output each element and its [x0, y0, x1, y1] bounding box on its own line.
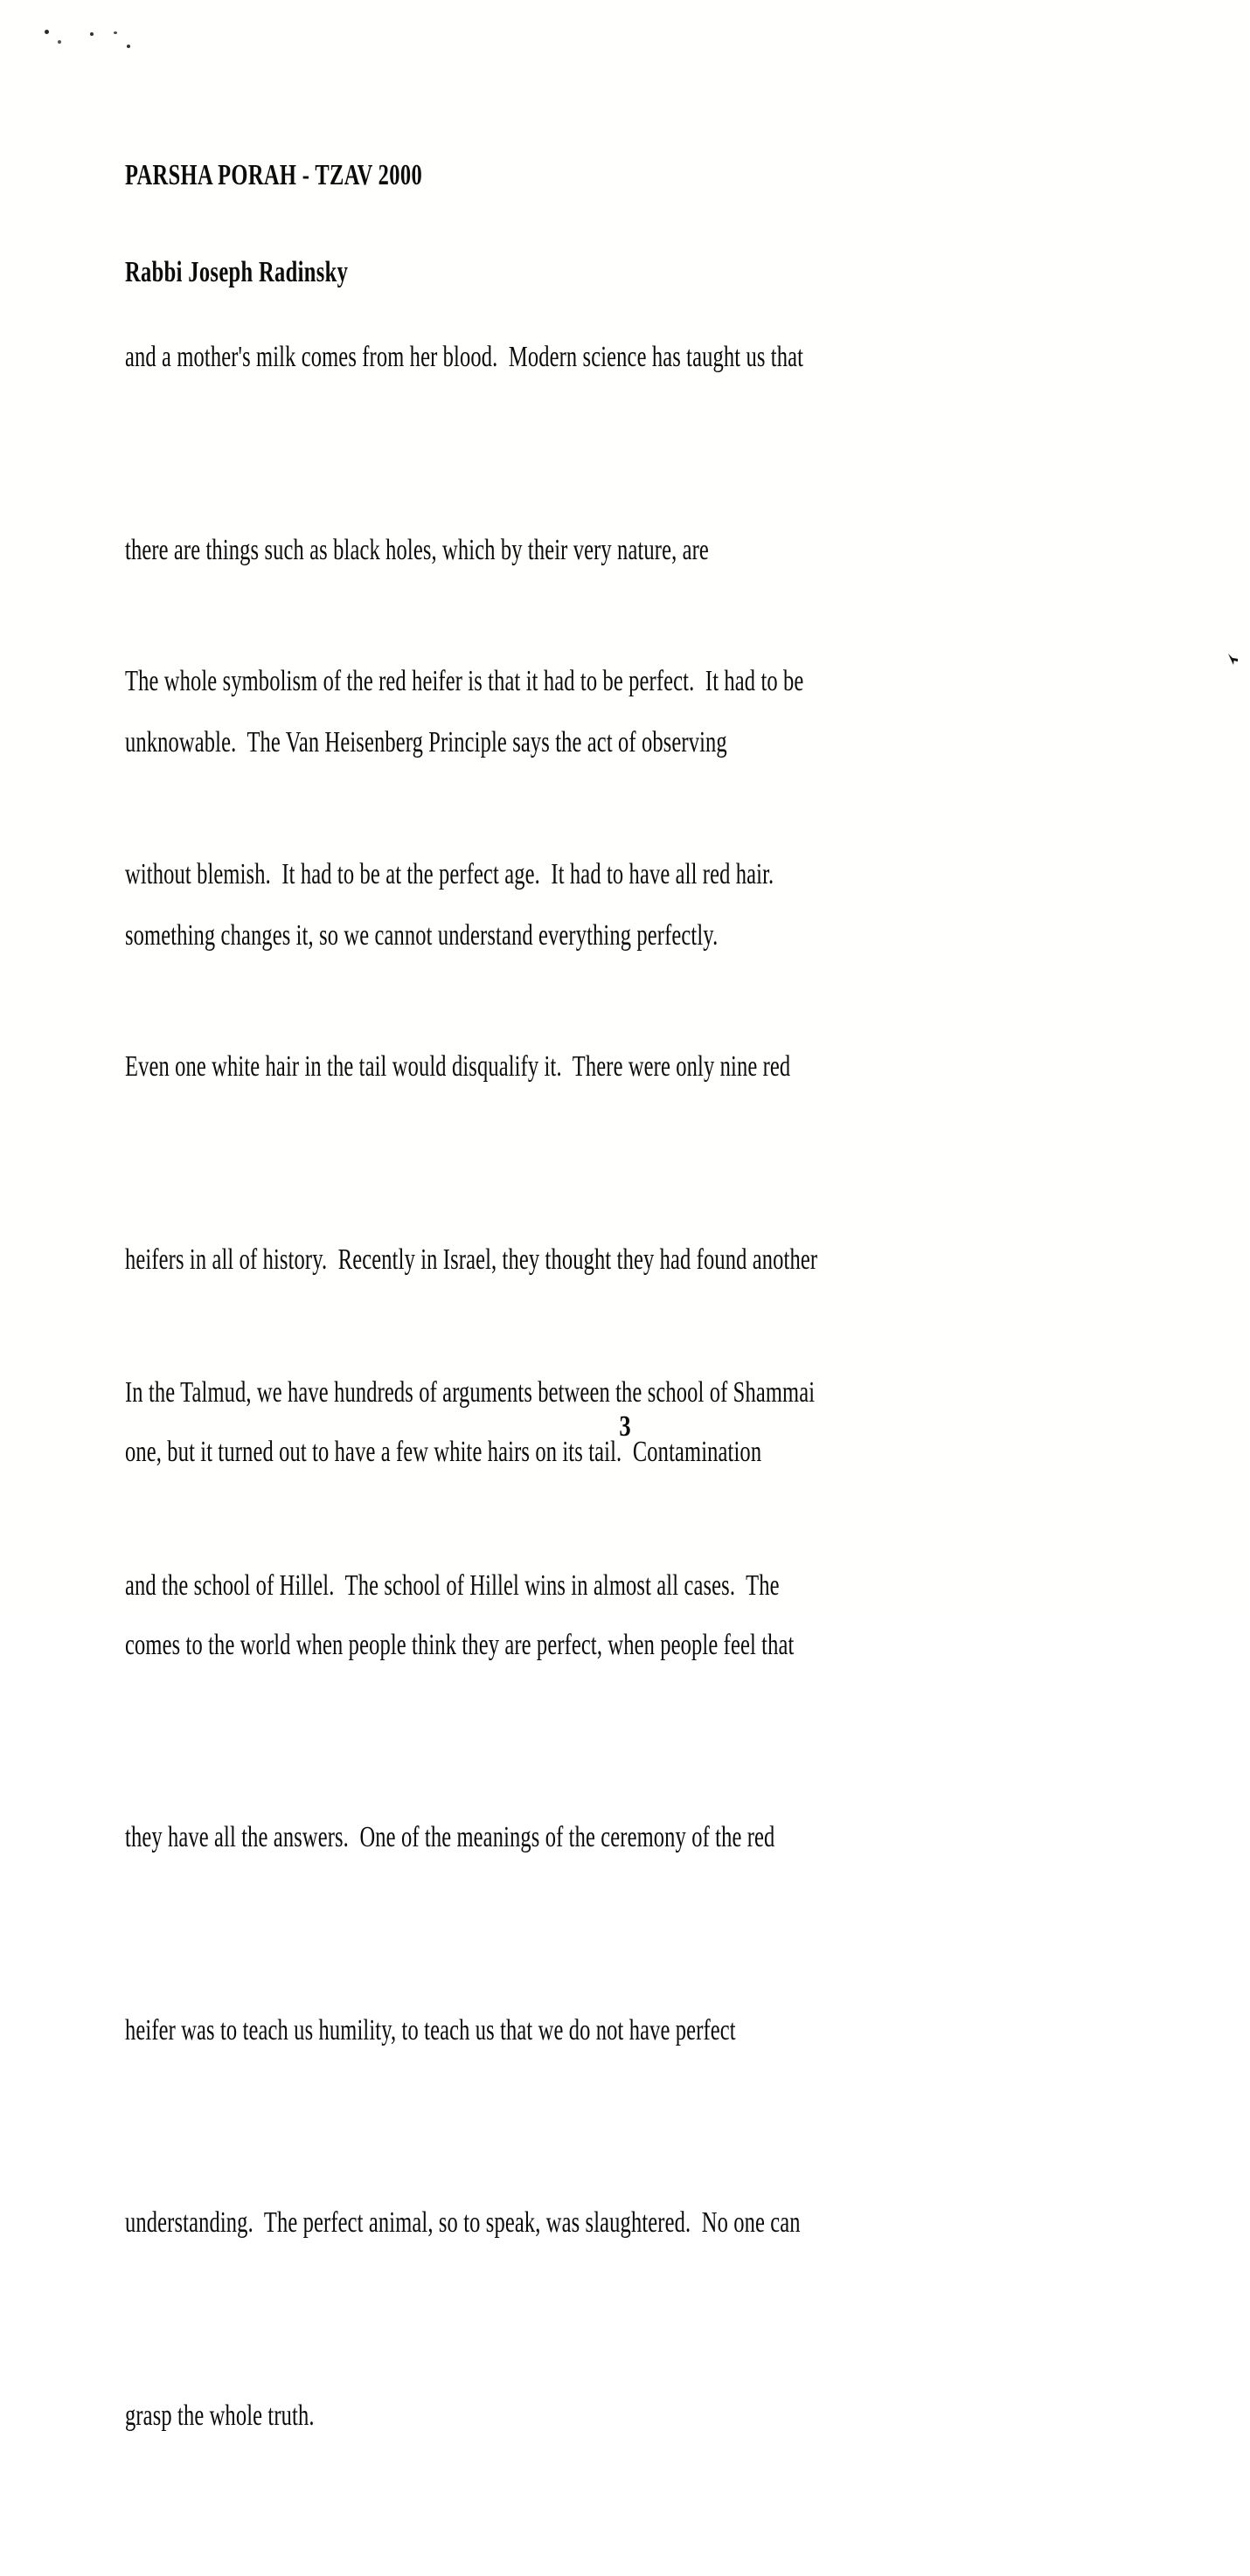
text-line: unknowable. The Van Heisenberg Principle says the act of observing	[125, 726, 727, 758]
text-line: they have all the answers. One of the meanings of the ceremony of the red	[125, 1821, 775, 1853]
ink-speck	[58, 40, 61, 44]
paragraph-3	[125, 1232, 815, 1746]
text-line: In the Talmud, we have hundreds of arguments between the school of Shammai	[125, 1376, 816, 1409]
ink-speck	[90, 32, 94, 36]
document-title: PARSHA PORAH - TZAV 2000	[125, 159, 423, 191]
text-line: comes to the world when people think they are perfect, when people feel that	[125, 1628, 795, 1661]
text-line: heifers in all of history. Recently in Israel, they thought they had found another	[125, 1243, 818, 1276]
text-line: one, but it turned out to have a few white hairs on its tail. Contamination	[125, 1436, 762, 1468]
text-line: The whole symbolism of the red heifer is that it had to be perfect. It had to be	[125, 665, 804, 697]
text-line: and a mother's milk comes from her blood. Modern science has taught us that	[125, 341, 804, 373]
text-line: understanding. The perfect animal, so to speak, was slaughtered. No one can	[125, 2206, 801, 2239]
page-footer	[137, 1395, 1112, 1459]
text-line: and the school of Hillel. The school of Hillel wins in almost all cases. The	[125, 1568, 780, 1602]
text-line: without blemish. It had to be at the perfect age. It had to have all red hair.	[125, 857, 774, 890]
ink-mark	[1228, 654, 1238, 665]
text-line: something changes it, so we cannot understand everything perfectly.	[125, 918, 719, 952]
text-line: heifer was to teach us humility, to teach us that we do not have perfect	[125, 2013, 736, 2046]
ink-speck	[45, 30, 49, 34]
ink-speck	[114, 31, 117, 34]
page-number: 3	[619, 1410, 631, 1443]
ink-speck	[127, 45, 130, 48]
text-line: there are things such as black holes, which by their very nature, are	[125, 533, 709, 566]
document-author: Rabbi Joseph Radinsky	[125, 256, 349, 288]
text-line: grasp the whole truth.	[125, 2399, 315, 2432]
text-line: Even one white hair in the tail would disqualify it. There were only nine red	[125, 1050, 791, 1083]
